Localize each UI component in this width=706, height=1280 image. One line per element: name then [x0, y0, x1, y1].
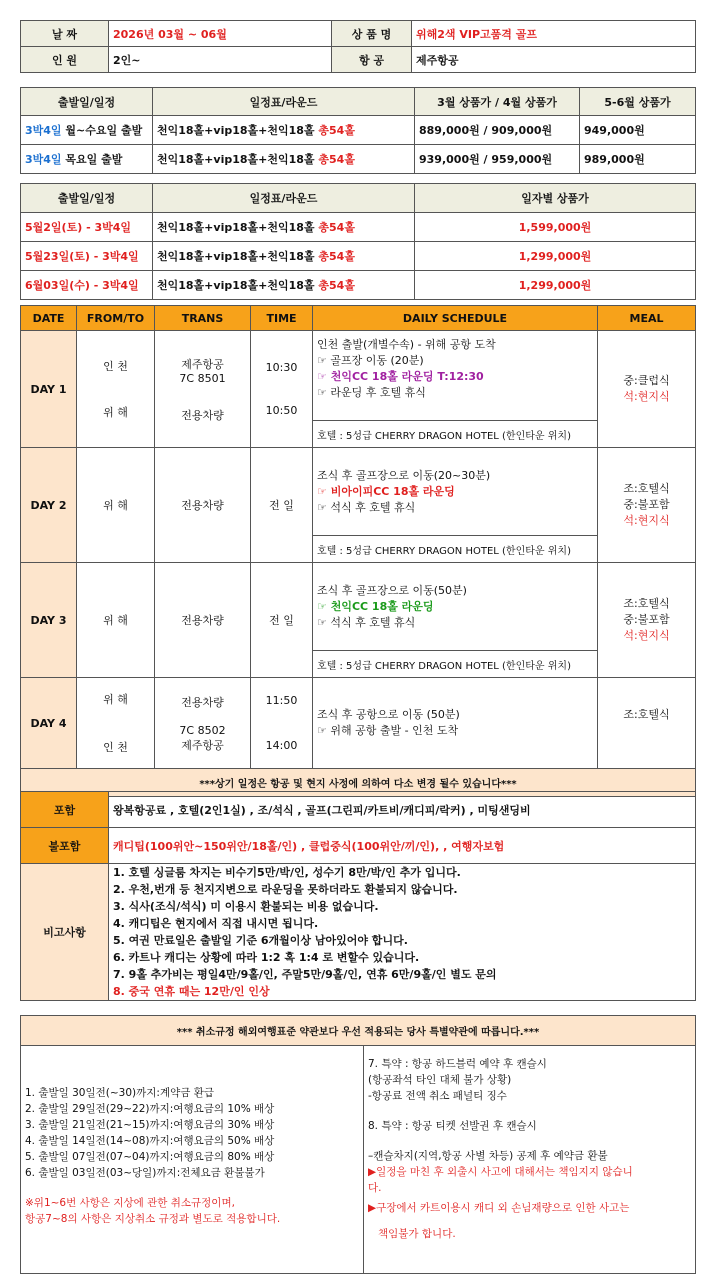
list-item: 8. 중국 연휴 때는 12만/인 인상: [113, 985, 270, 998]
date-row-price: 1,299,000원: [415, 242, 696, 271]
list-item: 4. 캐디팁은 현지에서 직접 내시면 됩니다.: [113, 917, 319, 930]
schedule-notice: ***상기 일정은 항공 및 현지 사정에 의하여 다소 변경 될수 있습니다***: [21, 769, 696, 797]
people-value: 2인~: [109, 47, 332, 73]
include-value: 왕복항공료 , 호텔(2인1실) , 조/석식 , 골프(그린피/카트비/캐디피/락커) , 미팅샌딩비: [109, 792, 696, 828]
date-row-itinerary: 천익18홀+vip18홀+천익18홀 총54홀: [153, 271, 415, 300]
price-header-date: 출발일/일정: [21, 88, 153, 116]
date-header-date: 출발일/일정: [21, 184, 153, 213]
day1-time: 10:30 10:50: [251, 331, 313, 448]
date-row-date: 5월23일(토) - 3박4일: [21, 242, 153, 271]
price-row-itinerary: 천익18홀+vip18홀+천익18홀 총54홀: [153, 116, 415, 145]
date-value: 2026년 03월 ~ 06월: [109, 21, 332, 47]
date-row-itinerary: 천익18홀+vip18홀+천익18홀 총54홀: [153, 242, 415, 271]
terms-table: [20, 791, 696, 1001]
schedule-header-trans: TRANS: [155, 306, 251, 331]
date-row-date: 6월03일(수) - 3박4일: [21, 271, 153, 300]
price-row-34: 889,000원 / 909,000원: [415, 116, 580, 145]
include-label: 포함: [21, 792, 109, 828]
day3-schedule: 조식 후 골프장으로 이동(50분) ☞ 천익CC 18홀 라운딩 ☞ 석식 후 호텔 휴식: [313, 563, 598, 651]
price-row-date: 3박4일 월~수요일 출발: [21, 116, 153, 145]
day3-trans: 전용차량: [155, 563, 251, 678]
day1-fromto: 인 천 위 해: [77, 331, 155, 448]
schedule-header-time: TIME: [251, 306, 313, 331]
cancel-table: [20, 1015, 696, 1274]
schedule-header-fromto: FROM/TO: [77, 306, 155, 331]
day1-meal: 중:클럽식 석:현지식: [598, 331, 696, 448]
list-item: 3. 출발일 21일전(21~15)까지:여행요금의 30% 배상: [25, 1118, 275, 1131]
hotel-info: 호텔 : 5성급 CHERRY DRAGON HOTEL (한인타운 위치): [313, 421, 598, 448]
list-item: 2. 우천,번개 등 천지지변으로 라운딩을 못하더라도 환불되지 않습니다.: [113, 883, 458, 896]
list-item: 1. 호텔 싱글룸 차지는 비수기5만/박/인, 성수기 8만/박/인 추가 입니다.: [113, 866, 461, 879]
list-item: 1. 출발일 30일전(~30)까지:계약금 환급: [25, 1086, 214, 1099]
price-row-date: 3박4일 목요일 출발: [21, 145, 153, 174]
day1-label: DAY 1: [21, 331, 77, 448]
table-row: [21, 145, 696, 174]
people-label: 인 원: [21, 47, 109, 73]
day2-from: 위 해: [77, 448, 155, 563]
day3-meal: 조:호텔식 중:불포함 석:현지식: [598, 563, 696, 678]
price-row-34: 939,000원 / 959,000원: [415, 145, 580, 174]
table-row: [21, 271, 696, 300]
cancel-left: [21, 1046, 364, 1274]
list-item: 7. 9홀 추가비는 평일4만/9홀/인, 주말5만/9홀/인, 연휴 6만/9홀/인 별도 문의: [113, 968, 497, 981]
day4-time: 11:50 14:00: [251, 678, 313, 769]
day2-trans: 전용차량: [155, 448, 251, 563]
schedule-header-meal: MEAL: [598, 306, 696, 331]
date-header-itinerary: 일정표/라운드: [153, 184, 415, 213]
product-label: 상 품 명: [332, 21, 412, 47]
hotel-info: 호텔 : 5성급 CHERRY DRAGON HOTEL (한인타운 위치): [313, 536, 598, 563]
date-header-price: 일자별 상품가: [415, 184, 696, 213]
day2-time: 전 일: [251, 448, 313, 563]
date-label: 날 짜: [21, 21, 109, 47]
day2-schedule: 조식 후 골프장으로 이동(20~30분) ☞ 비아이피CC 18홀 라운딩 ☞ 석식 후 호텔 휴식: [313, 448, 598, 536]
list-item: 4. 출발일 14일전(14~08)까지:여행요금의 50% 배상: [25, 1134, 275, 1147]
list-item: 2. 출발일 29일전(29~22)까지:여행요금의 10% 배상: [25, 1102, 275, 1115]
date-row-date: 5월2일(토) - 3박4일: [21, 213, 153, 242]
price-row-56: 949,000원: [580, 116, 696, 145]
price-header-56: 5-6월 상품가: [580, 88, 696, 116]
remarks-label: 비고사항: [21, 864, 109, 1001]
day1-schedule: 인천 출발(개별수속) - 위해 공항 도착 ☞ 골프장 이동 (20분) ☞ 천익CC 18홀 라운딩 T:12:30 ☞ 라운딩 후 호텔 휴식: [313, 331, 598, 421]
price-header-34: 3월 상품가 / 4월 상품가: [415, 88, 580, 116]
price-table: [20, 87, 696, 174]
day3-label: DAY 3: [21, 563, 77, 678]
schedule-table: [20, 305, 696, 797]
day1-trans: 제주항공 7C 8501 전용차량: [155, 331, 251, 448]
airline-label: 항 공: [332, 47, 412, 73]
list-item: 5. 여권 만료일은 출발일 기준 6개월이상 남아있어야 합니다.: [113, 934, 408, 947]
schedule-header-daily: DAILY SCHEDULE: [313, 306, 598, 331]
date-price-table: [20, 183, 696, 300]
date-row-price: 1,599,000원: [415, 213, 696, 242]
cancel-title: *** 취소규정 해외여행표준 약관보다 우선 적용되는 당사 특별약관에 따릅니다.***: [21, 1016, 696, 1046]
day4-fromto: 위 해 인 천: [77, 678, 155, 769]
list-item: 3. 식사(조식/석식) 미 이용시 환불되는 비용 없습니다.: [113, 900, 379, 913]
day2-meal: 조:호텔식 중:불포함 석:현지식: [598, 448, 696, 563]
list-item: 6. 출발일 03일전(03~당일)까지:전체요금 환불불가: [25, 1166, 265, 1179]
price-row-itinerary: 천익18홀+vip18홀+천익18홀 총54홀: [153, 145, 415, 174]
table-row: [21, 116, 696, 145]
schedule-header-date: DATE: [21, 306, 77, 331]
day4-trans: 전용차량 7C 8502 제주항공: [155, 678, 251, 769]
day4-schedule: 조식 후 공항으로 이동 (50분) ☞ 위해 공항 출발 - 인천 도착: [313, 678, 598, 769]
day4-meal: 조:호텔식: [598, 678, 696, 769]
day2-label: DAY 2: [21, 448, 77, 563]
date-row-itinerary: 천익18홀+vip18홀+천익18홀 총54홀: [153, 213, 415, 242]
day3-time: 전 일: [251, 563, 313, 678]
cancel-note: ※위1~6번 사항은 지상에 관한 취소규정이며,: [25, 1196, 235, 1209]
exclude-value: 캐디팁(100위안~150위안/18홀/인) , 클럽중식(100위안/끼/인), , 여행자보험: [109, 828, 696, 864]
list-item: 5. 출발일 07일전(07~04)까지:여행요금의 80% 배상: [25, 1150, 275, 1163]
list-item: 6. 카트나 캐디는 상황에 따라 1:2 혹 1:4 로 변할수 있습니다.: [113, 951, 420, 964]
hotel-info: 호텔 : 5성급 CHERRY DRAGON HOTEL (한인타운 위치): [313, 651, 598, 678]
price-header-itinerary: 일정표/라운드: [153, 88, 415, 116]
product-value: 위해2색 VIP고품격 골프: [412, 21, 696, 47]
exclude-label: 불포함: [21, 828, 109, 864]
table-row: [21, 242, 696, 271]
info-table: [20, 20, 696, 73]
airline-value: 제주항공: [412, 47, 696, 73]
table-row: [21, 213, 696, 242]
day4-label: DAY 4: [21, 678, 77, 769]
cancel-note: 항공7~8의 사항은 지상취소 규정과 별도로 적용합니다.: [25, 1212, 281, 1225]
day3-from: 위 해: [77, 563, 155, 678]
remarks-list: [109, 864, 696, 1001]
price-row-56: 989,000원: [580, 145, 696, 174]
date-row-price: 1,299,000원: [415, 271, 696, 300]
cancel-right: 7. 특약 : 항공 하드블럭 예약 후 캔슬시 (항공좌석 타인 대체 불가 상황) -항공료 전액 취소 패널티 징수 8. 특약 : 항공 티켓 선발권 후 캔슬시 –캔슬차지(지역,항공 사별 차등) 공제 후 예약금 환불 ▶일정을 마친 후 외출시 사고에 대해서는 책임지지 않습니 다. ▶구장에서 카트이용시 캐디 외 손님재량으로 인한 사고는 책임불가 합니다.: [364, 1046, 696, 1274]
